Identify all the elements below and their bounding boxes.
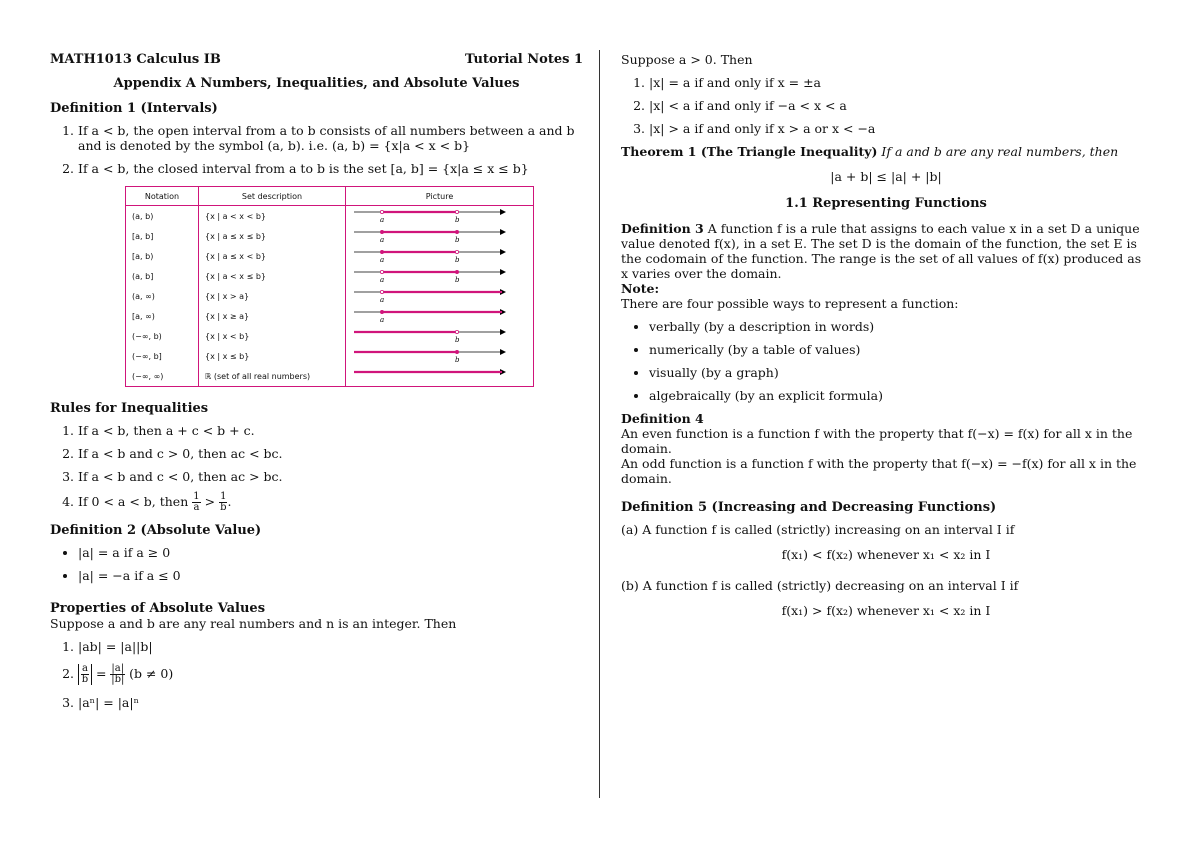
arrow-head-icon [500, 269, 506, 275]
note-title [621, 281, 1151, 296]
number-line [352, 366, 512, 384]
interval-row [126, 286, 534, 306]
left-column [50, 52, 583, 718]
number-line [352, 306, 512, 324]
interval-picture [346, 246, 534, 266]
rules-list [50, 423, 583, 513]
properties-intro: Suppose a and b are any real numbers and n is an integer. Then [50, 616, 457, 631]
fraction [192, 492, 200, 513]
right-column [621, 52, 1151, 630]
arrow-head-icon [500, 349, 506, 355]
arrow-head-icon [500, 329, 506, 335]
frac-num: |a| [111, 663, 125, 674]
appendix-title: Appendix A Numbers, Inequalities, and Absolute Values [113, 76, 520, 91]
endpoint-b [455, 330, 458, 333]
increasing-formula: f(x₁) < f(x₂) whenever x₁ < x₂ in I [781, 547, 991, 562]
abs-inequality-item: 2. |x| < a if and only if −a < x < a [649, 98, 1151, 113]
col-header-picture: Picture [346, 187, 534, 206]
endpoint-b [455, 210, 458, 213]
note-label: Note: [621, 281, 660, 296]
interval-table [125, 186, 534, 387]
theorem-1 [621, 144, 1151, 159]
abs-inequality-item: 3. |x| > a if and only if x > a or x < −a [649, 121, 1151, 136]
frac-den: |b| [111, 674, 125, 685]
definition-3-title: Definition 3 [621, 221, 704, 236]
col-header-set: Set description [199, 187, 346, 206]
property-item: 1. |ab| = |a||b| [78, 639, 583, 654]
rule-4-prefix: If 0 < a < b, then [78, 494, 189, 509]
endpoint-a-label: a [380, 216, 385, 224]
number-line [352, 326, 512, 344]
interval-notation: [a, b) [126, 246, 199, 266]
abs-fraction [78, 664, 92, 685]
property-item [78, 664, 583, 685]
triangle-inequality-formula: |a + b| ≤ |a| + |b| [830, 169, 942, 184]
definition-1-list [50, 123, 583, 176]
frac-num: 1 [220, 491, 227, 502]
interval-picture [346, 226, 534, 246]
theorem-1-text: If a and b are any real numbers, then [881, 144, 1119, 159]
interval-picture [346, 346, 534, 366]
rule-item: 3. If a < b and c < 0, then ac > bc. [78, 469, 583, 484]
interval-set-description: {x | a < x < b} [199, 206, 346, 227]
theorem-1-title: Theorem 1 (The Triangle Inequality) [621, 144, 878, 159]
interval-row [126, 326, 534, 346]
endpoint-b-label: b [455, 236, 460, 244]
interval-notation: (−∞, b] [126, 346, 199, 366]
endpoint-a [380, 310, 383, 313]
definition-1-item: 1. If a < b, the open interval from a to b consists of all numbers between a and b and is denoted by the symbol (a, b). i.e. (a, b) = {x|a < x < b} [78, 123, 583, 153]
interval-set-description: {x | x ≥ a} [199, 306, 346, 326]
property-item: 3. |aⁿ| = |a|ⁿ [78, 695, 583, 710]
interval-notation: [a, b] [126, 226, 199, 246]
properties-title: Properties of Absolute Values [50, 601, 266, 616]
interval-row [126, 206, 534, 227]
endpoint-a-label: a [380, 316, 385, 324]
endpoint-a [380, 290, 383, 293]
rule-item: 2. If a < b and c > 0, then ac < bc. [78, 446, 583, 461]
arrow-head-icon [500, 249, 506, 255]
interval-picture [346, 326, 534, 346]
interval-notation: [a, ∞) [126, 306, 199, 326]
interval-set-description: ℝ (set of all real numbers) [199, 366, 346, 387]
number-line [352, 206, 512, 224]
interval-notation: (−∞, b) [126, 326, 199, 346]
endpoint-a [380, 270, 383, 273]
operator: = [95, 666, 107, 681]
definition-2-title: Definition 2 (Absolute Value) [50, 523, 262, 538]
definition-5-title: Definition 5 (Increasing and Decreasing Functions) [621, 500, 997, 515]
interval-set-description: {x | a ≤ x ≤ b} [199, 226, 346, 246]
definition-3-text: A function f is a rule that assigns to each value x in a set D a unique value denoted f(x), in a set E. The set D is the domain of the function, the set E is the codomain of the function. The range is the set of all values of f(x) produced as x varies over the domain. [621, 221, 1142, 281]
definition-5-list [621, 522, 1151, 618]
frac-num: 2. a [82, 663, 88, 674]
page-header [50, 52, 583, 67]
condition: (b ≠ 0) [129, 666, 174, 681]
fraction [110, 664, 125, 685]
frac-den: a [193, 502, 200, 513]
abs-inequality-list [621, 75, 1151, 136]
course-title: MATH1013 Calculus IB [50, 52, 221, 67]
endpoint-b-label: b [455, 276, 460, 284]
endpoint-a-label: a [380, 296, 385, 304]
properties-list [50, 639, 583, 710]
endpoint-b [455, 250, 458, 253]
arrow-head-icon [500, 229, 506, 235]
fraction [81, 664, 89, 685]
interval-picture [346, 266, 534, 286]
interval-notation: (−∞, ∞) [126, 366, 199, 387]
endpoint-a [380, 230, 383, 233]
abs-inequality-item: 1. |x| = a if and only if x = ±a [649, 75, 1151, 90]
section-title: 1.1 Representing Functions [785, 196, 987, 211]
interval-picture [346, 306, 534, 326]
endpoint-b-label: b [455, 336, 460, 344]
interval-picture [346, 366, 534, 387]
interval-row [126, 366, 534, 387]
number-line [352, 346, 512, 364]
endpoint-a-label: a [380, 236, 385, 244]
decreasing-formula: f(x₁) > f(x₂) whenever x₁ < x₂ in I [781, 603, 991, 618]
interval-set-description: {x | x < b} [199, 326, 346, 346]
interval-row [126, 246, 534, 266]
abs-def-item: • |a| = −a if a ≤ 0 [78, 568, 583, 583]
definition-4-title [621, 411, 1151, 426]
number-line [352, 226, 512, 244]
representation-list [621, 319, 1151, 403]
item-label: (b) [621, 578, 639, 593]
item-label: (a) [621, 522, 639, 537]
frac-den: b [81, 674, 89, 685]
interval-notation: (a, b] [126, 266, 199, 286]
interval-row [126, 266, 534, 286]
representation-item: • verbally (by a description in words) [649, 319, 1151, 334]
definition-5-item-b [621, 578, 1151, 618]
rules-title: Rules for Inequalities [50, 401, 209, 416]
interval-set-description: {x | x ≤ b} [199, 346, 346, 366]
operator: > [204, 494, 216, 509]
endpoint-a [380, 250, 383, 253]
endpoint-b-label: b [455, 256, 460, 264]
representation-item: • visually (by a graph) [649, 365, 1151, 380]
item-text: A function f is called (strictly) decreasing on an interval I if [642, 578, 1019, 593]
definition-3 [621, 221, 1151, 281]
endpoint-a-label: a [380, 256, 385, 264]
period: . [227, 494, 232, 509]
number-line [352, 286, 512, 304]
interval-set-description: {x | a ≤ x < b} [199, 246, 346, 266]
interval-notation: (a, b) [126, 206, 199, 227]
abs-def-item: • |a| = a if a ≥ 0 [78, 545, 583, 560]
endpoint-a [380, 210, 383, 213]
column-divider [599, 50, 600, 798]
odd-function-def: An odd function is a function f with the property that f(−x) = −f(x) for all x in the domain. [621, 456, 1137, 486]
interval-notation: (a, ∞) [126, 286, 199, 306]
frac-num: 1 [193, 491, 200, 502]
item-text: A function f is called (strictly) increasing on an interval I if [642, 522, 1015, 537]
col-header-notation: Notation [126, 187, 199, 206]
interval-table-body [126, 206, 534, 387]
note-intro: There are four possible ways to represent a function: [621, 296, 959, 311]
interval-row [126, 346, 534, 366]
even-function-def: An even function is a function f with the property that f(−x) = f(x) for all x in the domain. [621, 426, 1133, 456]
interval-row [126, 306, 534, 326]
rule-item: 1. If a < b, then a + c < b + c. [78, 423, 583, 438]
number-line [352, 246, 512, 264]
definition-5-item-a [621, 522, 1151, 562]
interval-picture [346, 286, 534, 306]
endpoint-a-label: a [380, 276, 385, 284]
interval-set-description: {x | x > a} [199, 286, 346, 306]
endpoint-b-label: b [455, 216, 460, 224]
endpoint-b-label: b [455, 356, 460, 364]
number-line [352, 266, 512, 284]
definition-1-item: 2. If a < b, the closed interval from a to b is the set [a, b] = {x|a ≤ x ≤ b} [78, 161, 583, 176]
representation-item: • numerically (by a table of values) [649, 342, 1151, 357]
interval-picture [346, 206, 534, 227]
definition-4-label: Definition 4 [621, 411, 704, 426]
rule-item [78, 492, 583, 513]
endpoint-b [455, 350, 458, 353]
interval-set-description: {x | a < x ≤ b} [199, 266, 346, 286]
frac-den: b [220, 502, 227, 513]
suppose-intro: Suppose a > 0. Then [621, 52, 753, 67]
endpoint-b [455, 230, 458, 233]
notes-title: Tutorial Notes 1 [464, 52, 583, 67]
arrow-head-icon [500, 209, 506, 215]
definition-1-title: Definition 1 (Intervals) [50, 101, 218, 116]
endpoint-b [455, 270, 458, 273]
representation-item: • algebraically (by an explicit formula) [649, 388, 1151, 403]
definition-2-list [50, 545, 583, 583]
interval-row [126, 226, 534, 246]
